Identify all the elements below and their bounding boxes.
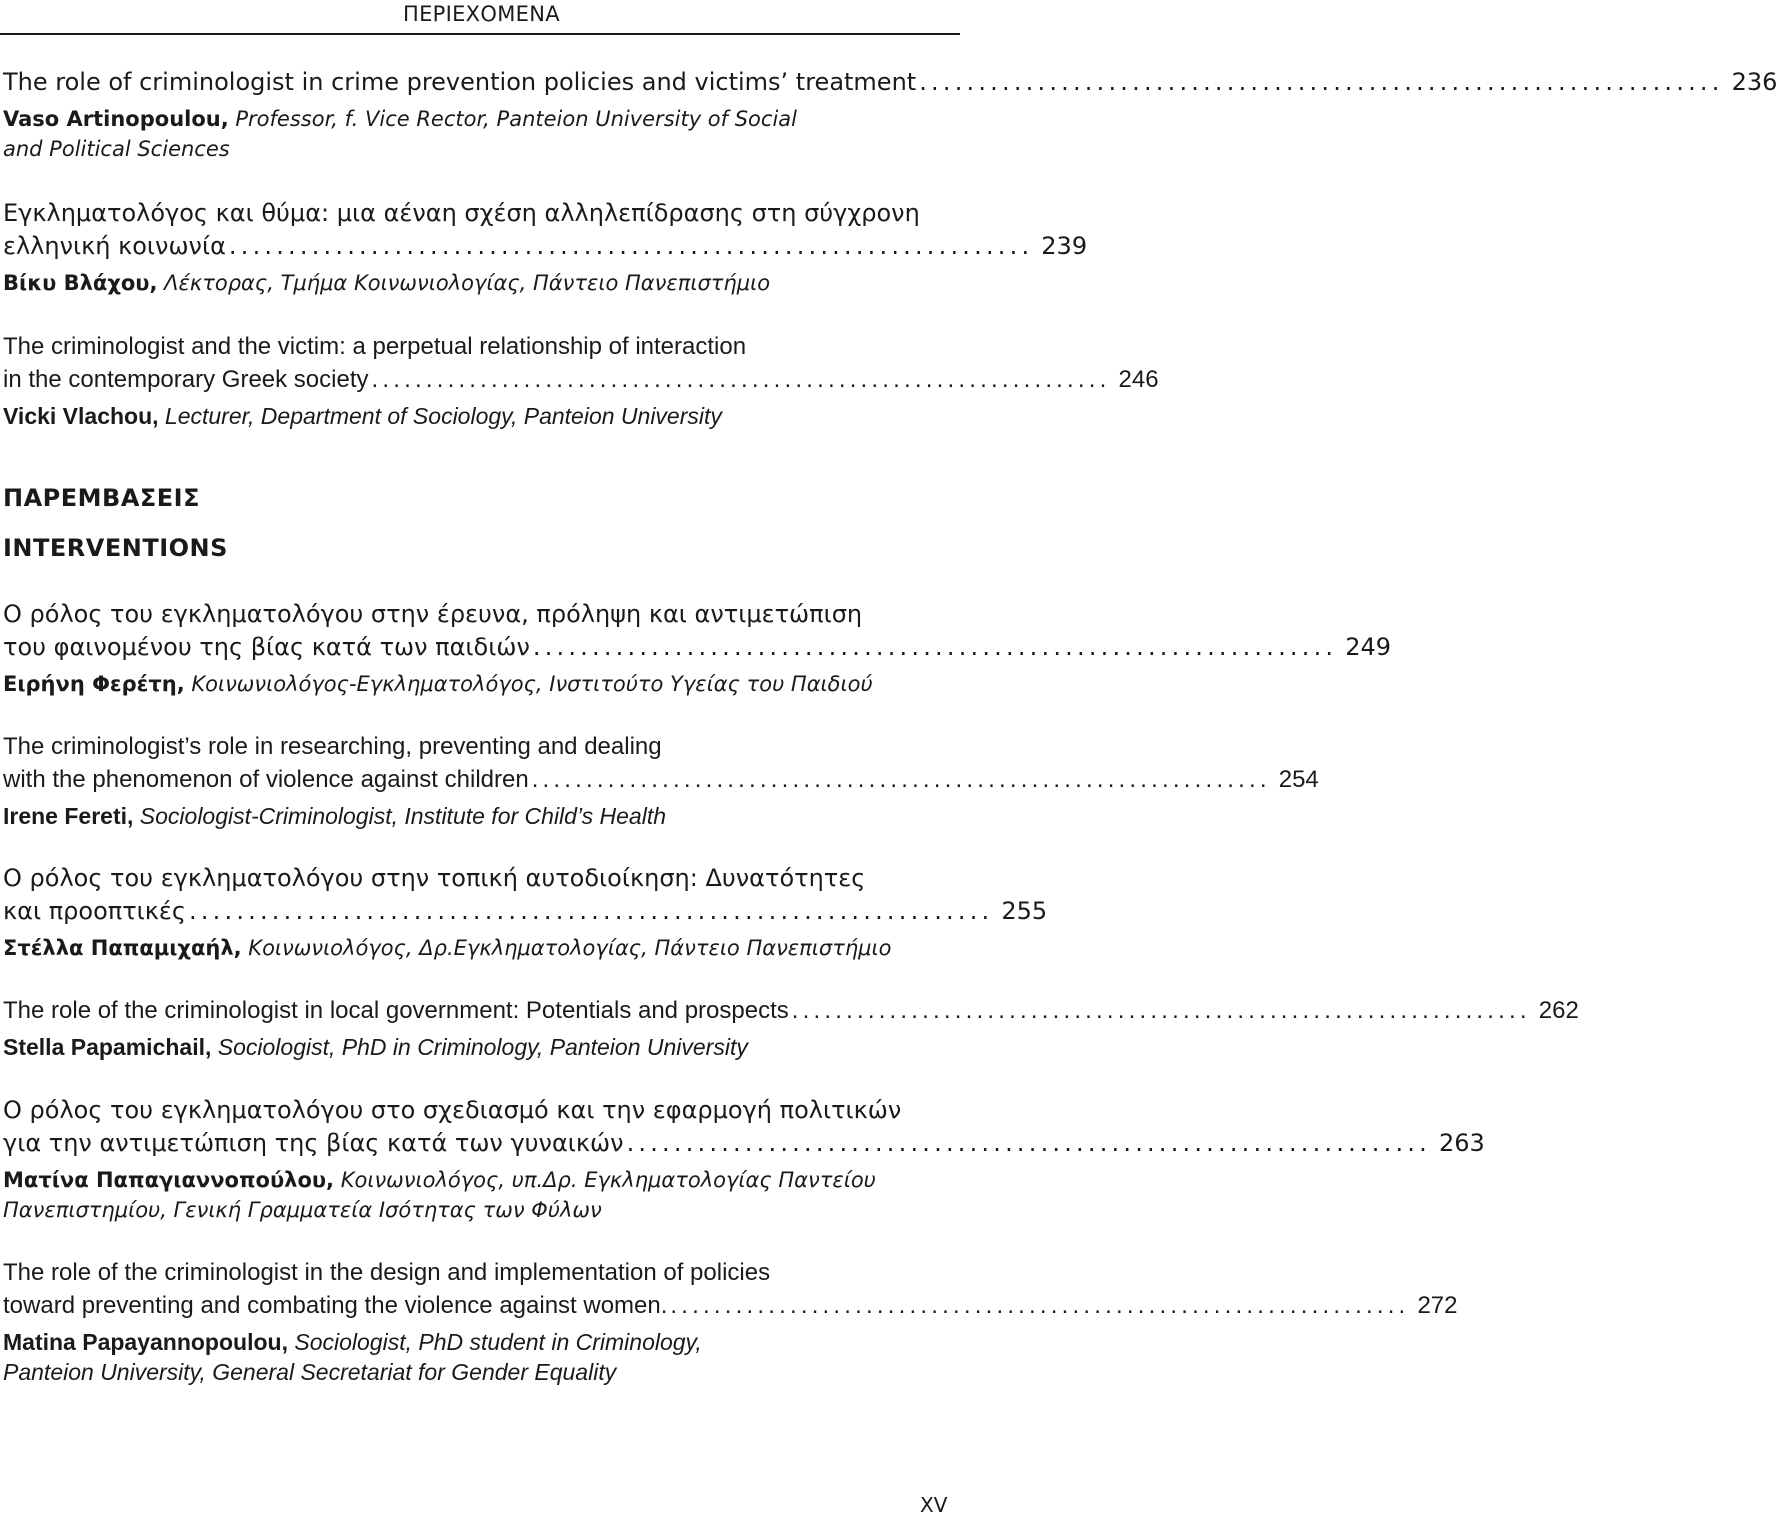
toc-entry-title-line [3,730,947,763]
toc-entry[interactable] [3,1094,1485,1225]
toc-entry[interactable] [3,994,1579,1062]
toc-entry-title-line [3,197,947,230]
toc-entry-author [3,669,947,699]
toc-entry-title: και προοπτικές [3,897,186,925]
footer-page-number: XV [920,1493,948,1517]
toc-entry-author [3,1195,947,1225]
author-affiliation: Κοινωνιολόγος, υπ.Δρ. Εγκληματολογίας Παντείου [334,1168,876,1192]
dot-leader: .................................................................... [791,997,1531,1024]
toc-entry-title-line [3,895,1048,928]
dot-leader: .................................................................... [228,232,1034,260]
toc-entry-title: για την αντιμετώπιση της βίας κατά των γυναικών [3,1129,624,1157]
toc-entry-author [3,1032,947,1062]
toc-entry-author [3,801,947,831]
toc-entry-title: The role of criminologist in crime prevention policies and victims’ treatment [3,68,917,96]
header-divider [0,33,960,35]
toc-entry-title: The role of the criminologist in the design and implementation of policies [3,1259,771,1286]
toc-entry-author [3,134,947,164]
toc-entry-title: toward preventing and combating the violence against women. [3,1292,668,1319]
toc-entry-author [3,1165,947,1195]
toc-entry-author [3,1327,947,1357]
toc-entry[interactable] [3,1256,1458,1387]
toc-entry[interactable] [3,862,1048,963]
toc-entry-title-line [3,1256,947,1289]
toc-entry-title: Εγκληματολόγος και θύμα: μια αέναη σχέση αλληλεπίδρασης στη σύγχρονη [3,199,920,227]
toc-entry-title: with the phenomenon of violence against children [3,766,529,793]
dot-leader: .................................................................... [532,633,1338,661]
dot-leader: .................................................................... [371,366,1111,393]
toc-page-number: 246 [1118,366,1159,393]
toc-entry-title: του φαινομένου της βίας κατά των παιδιών [3,633,530,661]
author-affiliation: Panteion University, General Secretariat for Gender Equality [3,1359,617,1385]
toc-entry-title: The criminologist’s role in researching, preventing and dealing [3,733,662,760]
author-affiliation: Professor, f. Vice Rector, Panteion University of Social [228,107,797,131]
toc-entry-title-line [3,1127,1485,1160]
toc-page-number: 263 [1438,1129,1485,1157]
author-affiliation: Πανεπιστημίου, Γενική Γραμματεία Ισότητας των Φύλων [3,1198,602,1222]
toc-entry-title-line [3,1094,947,1127]
toc-entry-title-line [3,763,1319,796]
author-affiliation: Sociologist-Criminologist, Institute for Child’s Health [133,803,667,829]
dot-leader: .................................................................... [189,897,994,925]
author-affiliation: Sociologist, PhD student in Criminology, [287,1329,702,1355]
dot-leader: .................................................................... [626,1129,1431,1157]
toc-entry-title: Ο ρόλος του εγκληματολόγου στο σχεδιασμό και την εφαρμογή πολιτικών [3,1096,902,1124]
toc-entry[interactable] [3,330,1159,431]
toc-entry-title-line [3,66,1777,99]
author-affiliation: Κοινωνιολόγος-Εγκληματολόγος, Ινστιτούτο Υγείας του Παιδιού [184,672,873,696]
toc-entry-title: Ο ρόλος του εγκληματολόγου στην έρευνα, πρόληψη και αντιμετώπιση [3,600,863,628]
author-name: Irene Fereti, [3,803,134,829]
section-title-english: INTERVENTIONS [3,534,228,562]
toc-entry-author [3,104,947,134]
toc-entry-title: Ο ρόλος του εγκληματολόγου στην τοπική αυτοδιοίκηση: Δυνατότητες [3,864,866,892]
author-affiliation: Κοινωνιολόγος, Δρ.Εγκληματολογίας, Πάντειο Πανεπιστήμιο [241,936,892,960]
author-name: Βίκυ Βλάχου, [3,271,158,295]
toc-entry-title: The criminologist and the victim: a perpetual relationship of interaction [3,333,747,360]
toc-entry-title-line [3,330,947,363]
toc-entry[interactable] [3,598,1392,699]
author-name: Matina Papayannopoulou, [3,1329,288,1355]
page-header [0,0,960,34]
toc-entry[interactable] [3,730,1319,831]
dot-leader: .................................................................... [670,1292,1410,1319]
author-name: Stella Papamichail, [3,1034,212,1060]
toc-entry-title-line [3,631,1392,664]
toc-page-number: 255 [1001,897,1048,925]
author-affiliation: Λέκτορας, Τμήμα Κοινωνιολογίας, Πάντειο Πανεπιστήμιο [157,271,771,295]
author-affiliation: Sociologist, PhD in Criminology, Panteion University [211,1034,748,1060]
toc-entry-author [3,1357,947,1387]
section-title-greek: ΠΑΡΕΜΒΑΣΕΙΣ [3,484,201,512]
toc-entry-title-line [3,1289,1458,1322]
toc-entry-title: ελληνική κοινωνία [3,232,226,260]
author-name: Ματίνα Παπαγιαννοπούλου, [3,1168,335,1192]
toc-entry-title-line [3,598,947,631]
author-affiliation: Lecturer, Department of Sociology, Panteion University [158,403,722,429]
toc-page-number: 239 [1041,232,1088,260]
toc-page-number: 249 [1345,633,1392,661]
author-name: Ειρήνη Φερέτη, [3,672,185,696]
toc-entry[interactable] [3,66,1777,164]
toc-page-number: 236 [1731,68,1777,96]
author-name: Στέλλα Παπαμιχαήλ, [3,936,242,960]
toc-entry[interactable] [3,197,1088,298]
author-affiliation: and Political Sciences [3,137,230,161]
toc-entry-title: in the contemporary Greek society [3,366,369,393]
dot-leader: .................................................................... [531,766,1271,793]
toc-entry-author [3,933,947,963]
toc-page-number: 272 [1417,1292,1458,1319]
dot-leader: .................................................................... [919,68,1724,96]
toc-entry-title-line [3,230,1088,263]
toc-page-number: 262 [1538,997,1579,1024]
toc-page-number: 254 [1278,766,1319,793]
page-title: ΠΕΡΙΕΧΟΜΕΝΑ [403,2,560,26]
toc-entry-title-line [3,363,1159,396]
toc-entry-title-line [3,994,1579,1027]
toc-entry-author [3,401,947,431]
toc-entry-author [3,268,947,298]
toc-entry-title: The role of the criminologist in local government: Potentials and prospects [3,997,789,1024]
author-name: Vicki Vlachou, [3,403,159,429]
toc-entry-title-line [3,862,947,895]
author-name: Vaso Artinopoulou, [3,107,229,131]
